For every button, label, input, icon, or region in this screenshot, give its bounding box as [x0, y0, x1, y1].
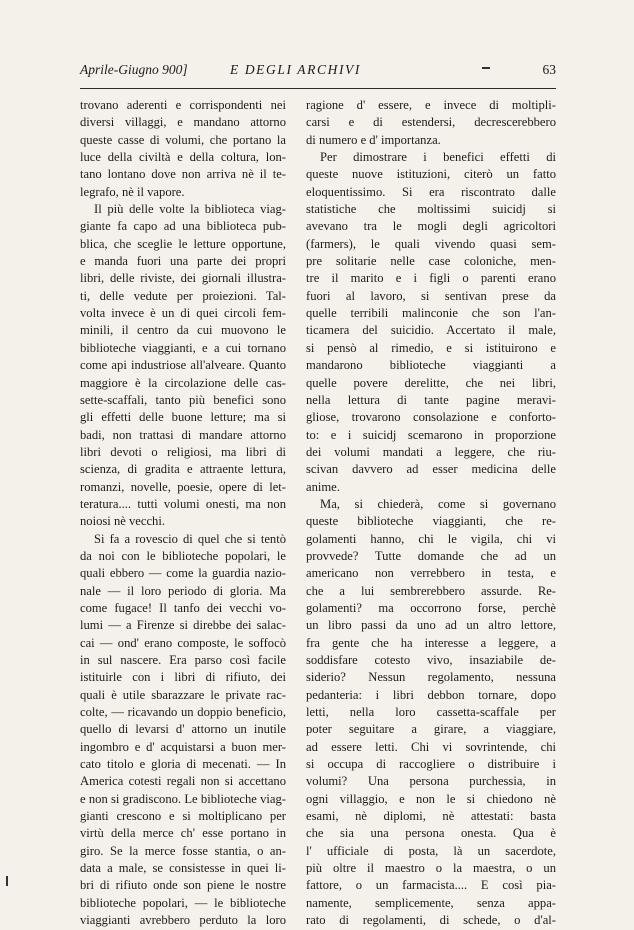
text-line: dei volumi mandati a leggere, che riu-: [306, 444, 556, 459]
text-line: luce della civiltà e della coltura, lon-: [80, 150, 286, 165]
text-line: americano non verrebbero in testa, e: [306, 566, 556, 581]
text-line: tano lontano dove non arriva nè il te-: [80, 167, 286, 182]
text-line: blica, che sceglie le letture opportune,: [80, 236, 286, 251]
text-line: golamenti hanno, chi le vigila, chi vi: [306, 531, 556, 546]
text-line: lumi — a Firenze si direbbe dei salac-: [80, 618, 286, 633]
text-line: siderio? Nessun regolamento, nessuna: [306, 670, 556, 685]
text-line: quelle povere derelitte, che nei libri,: [306, 375, 556, 390]
text-line: nale — il loro periodo di gloria. Ma: [80, 583, 286, 598]
text-line: in sul nascere. Era parso così facile: [80, 653, 286, 667]
text-line: ti, delle vedute per proiezioni. Tal-: [80, 288, 286, 303]
scan-mark: [6, 876, 8, 886]
text-line: data a male, se consistesse in quei li-: [80, 861, 286, 876]
text-line: gliose, trovarono consolazione e conforto-: [306, 410, 556, 425]
text-line: viaggianti avrebbero perduto la loro: [80, 913, 286, 928]
text-column-right: [306, 97, 556, 930]
text-line: mandarono biblioteche viaggianti a: [306, 358, 556, 373]
text-line: ad essere letti. Chi vi sovrintende, chi: [306, 739, 556, 754]
text-line: soddisfare cotesto vivo, insaziabile de-: [306, 653, 556, 667]
text-line: tre il marito e i figli o parenti erano: [306, 271, 556, 286]
running-header: [80, 62, 556, 82]
text-line: giante fa capo ad una biblioteca pub-: [80, 219, 286, 234]
text-line: badi, non trattasi di mandare attorno: [80, 427, 286, 442]
text-line: colte, — ricavando un doppio beneficio,: [80, 705, 286, 720]
text-line: rato di regolamenti, di schede, o d'al-: [306, 913, 556, 928]
text-line: anime.: [306, 479, 340, 494]
text-line: legrafo, nè il vapore.: [80, 184, 185, 199]
text-line: di numero e d' importanza.: [306, 132, 441, 147]
text-line: come fugace! Il tanfo dei vecchi vo-: [80, 600, 286, 615]
text-line: minili, il centro da cui muovono le: [80, 323, 286, 338]
text-line: avevano tra le mogli degli agricoltori: [306, 219, 556, 234]
text-line: teratura.... tutti volumi onesti, ma non: [80, 496, 286, 511]
text-line: l' ufficiale di posta, là un sacerdote,: [306, 843, 556, 858]
page-number: 63: [542, 62, 556, 77]
text-line: queste biblioteche viaggianti, che re-: [306, 514, 556, 529]
text-line: queste casse di volumi, che portano la: [80, 132, 286, 147]
text-line: fuori al lavoro, si sentivan prese da: [306, 288, 556, 303]
text-line: libri, delle riviste, dei giornali illustra-: [80, 271, 286, 286]
text-line: da noi con le biblioteche popolari, le: [80, 548, 286, 563]
header-rule: [80, 88, 556, 89]
text-line: to: e i suicidj scemarono in proporzione: [306, 427, 556, 442]
header-title: E DEGLI ARCHIVI: [230, 62, 361, 77]
text-line: Il più delle volte la biblioteca viag-: [94, 202, 286, 217]
text-line: virtù della merce ch' esse portano in: [80, 826, 286, 841]
text-line: cato titolo e gloria di mecenati. — In: [80, 757, 286, 772]
text-line: maggiore è la circolazione delle cas-: [80, 375, 286, 390]
text-line: ogni villaggio, e non le si chiedono nè: [306, 791, 556, 806]
text-line: biblioteche popolari, — le biblioteche: [80, 895, 286, 910]
text-line: fattore, o un farmacista.... E così pia-: [306, 878, 556, 893]
text-line: eloquentissimo. Si era riscontrato dalle: [306, 184, 556, 199]
text-line: namente, semplicemente, senza appa-: [306, 895, 556, 910]
text-line: America cotesti regali non si accettano: [80, 774, 286, 789]
text-line: più oltre il maestro o la maestra, o un: [306, 861, 556, 876]
header-mark: [482, 67, 490, 69]
text-line: quelle terribili malinconie che son l'an-: [306, 306, 556, 321]
text-line: che sia una persona onesta. Qua è: [306, 826, 556, 841]
text-line: giro. Se la merce fosse stantia, o an-: [80, 843, 286, 858]
text-line: libri devoti o religiosi, ma libri di: [80, 444, 286, 459]
text-line: pedanteria: i libri debbon tornare, dopo: [306, 687, 556, 702]
text-line: quali è utile sbarazzare le private rac-: [80, 687, 286, 702]
text-line: quali ebbero — come la guardia nazio-: [80, 566, 286, 581]
text-line: istituirle con i libri di rifiuto, dei: [80, 670, 286, 685]
text-line: scivan davvero ad esser medicina delle: [306, 462, 556, 477]
text-line: gianti crescono e si moltiplicano per: [80, 809, 286, 824]
text-line: Ma, si chiederà, come si governano: [320, 496, 556, 511]
text-line: romanzi, novelle, poesie, opere di let-: [80, 479, 286, 494]
text-line: un libro passi da uno ad un altro lettore,: [306, 618, 556, 633]
text-line: provvede? Tutte domande che ad un: [306, 548, 556, 563]
text-line: volumi? Una persona purchessia, in: [306, 774, 556, 789]
text-line: scienza, di gradita e attraente lettura,: [80, 462, 286, 477]
text-line: gli effetti delle buone letture; ma si: [80, 410, 286, 425]
text-line: ticamera del suicidio. Accertato il male,: [306, 323, 556, 338]
text-line: che a lui sembrerebbero assurde. Re-: [306, 583, 556, 598]
text-line: si occupa di raccogliere o distribuire i: [306, 757, 556, 772]
text-line: e non si gradiscono. Le biblioteche viag-: [80, 791, 286, 806]
text-line: cai — ond' erano composte, le soffocò: [80, 635, 286, 650]
text-column-left: [80, 97, 286, 930]
text-line: poter seguitare a girare, a viaggiare,: [306, 722, 556, 737]
text-line: si pensò al rimedio, e si istituirono e: [306, 340, 556, 355]
text-line: trovano aderenti e corrispondenti nei: [80, 98, 286, 112]
text-line: biblioteche viaggianti, e a cui tornano: [80, 340, 286, 355]
text-line: letti, nella loro cassetta-scaffale per: [306, 705, 556, 720]
text-line: nella lettura di tante pagine meravi-: [306, 392, 556, 407]
text-line: esami, nè diplomi, nè attestati: basta: [306, 809, 556, 824]
text-line: diversi villaggi, e mandano attorno: [80, 115, 286, 130]
text-line: Per dimostrare i benefici effetti di: [320, 150, 556, 165]
text-line: noiosi nè vecchi.: [80, 514, 165, 529]
text-line: carsi e di estendersi, decrescerebbero: [306, 115, 556, 130]
text-line: Si fa a rovescio di quel che si tentò: [94, 531, 286, 546]
text-line: queste nuove istituzioni, citerò un fatto: [306, 167, 556, 182]
text-line: ragione d' essere, e invece di moltipli-: [306, 98, 556, 112]
text-line: golamenti? ma occorrono forse, perchè: [306, 600, 556, 615]
text-line: come api industriose all'alveare. Quanto: [80, 358, 286, 373]
text-line: quello di levarsi d' attorno un inutile: [80, 722, 286, 737]
text-line: pre solitarie nelle case coloniche, men-: [306, 254, 556, 269]
text-line: (farmers), le quali vivendo quasi sem-: [306, 236, 556, 251]
text-line: statistiche che moltissimi suicidj si: [306, 202, 556, 217]
header-issue-date: Aprile-Giugno 900]: [80, 62, 188, 77]
text-line: volta invece è un di quei circoli fem-: [80, 306, 286, 321]
text-line: bri di rifiuto onde son piene le nostre: [80, 878, 286, 893]
text-line: ingombro e d' acquistarsi a buon mer-: [80, 739, 286, 754]
text-line: sette-scaffali, tanto più benefici sono: [80, 392, 286, 407]
text-line: e manda fuori una parte dei propri: [80, 254, 286, 269]
text-line: fra gente che ha interesse a leggere, a: [306, 635, 556, 650]
